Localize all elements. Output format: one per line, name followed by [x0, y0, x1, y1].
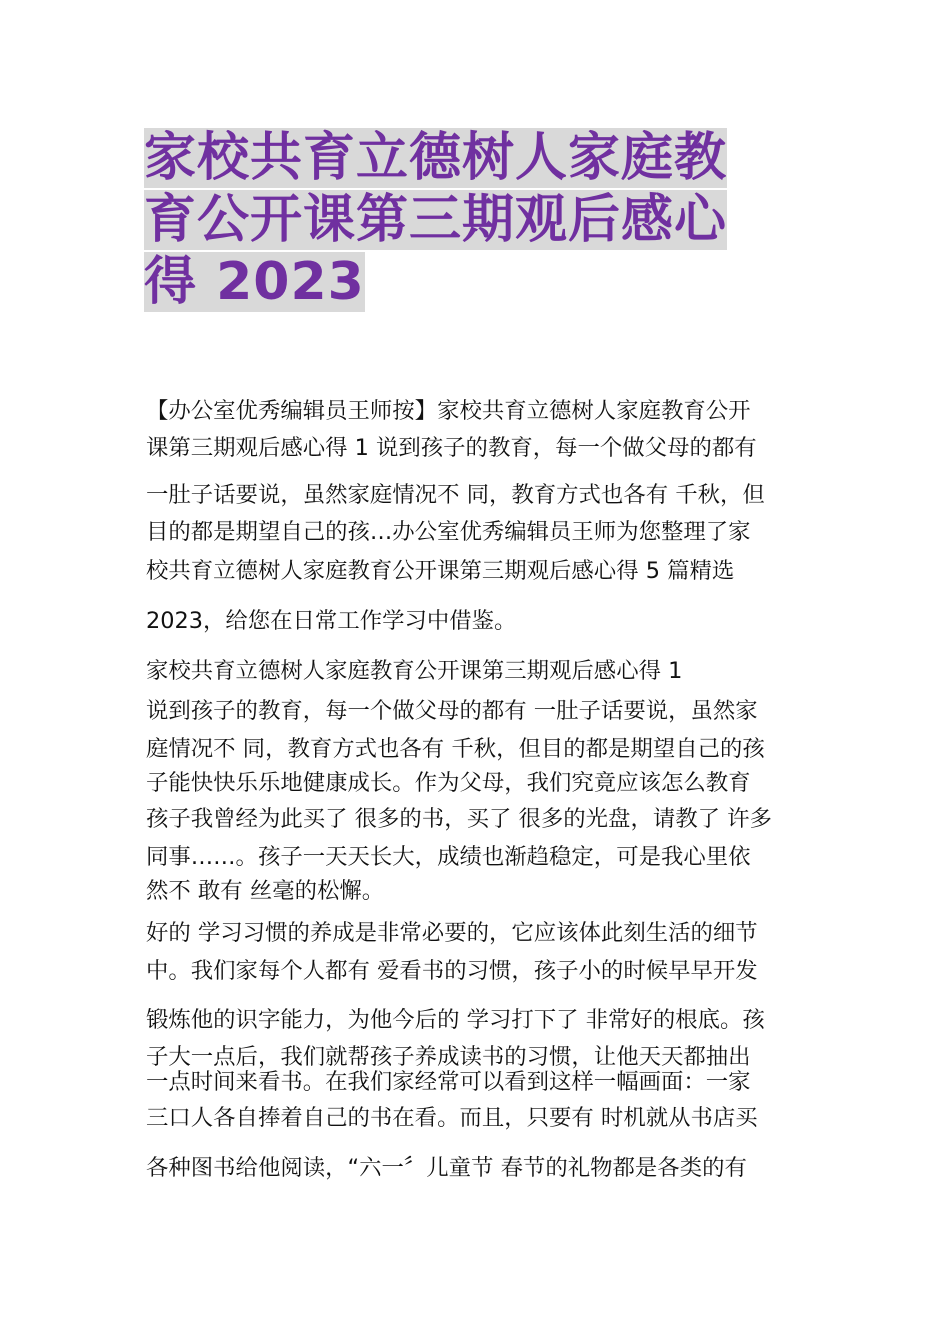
intro-line: 【办公室优秀编辑员王师按】家校共育立德树人家庭教育公开: [146, 398, 751, 424]
paragraph-line: 好的 学习习惯的养成是非常必要的，它应该体此刻生活的细节: [146, 920, 758, 946]
paragraph-line: 孩子我曾经为此买了 很多的书，买了 很多的光盘，请教了 许多: [146, 806, 772, 832]
intro-line: 2023，给您在日常工作学习中借鉴。: [146, 608, 517, 634]
paragraph-line: 中。我们家每个人都有 爱看书的习惯，孩子小的时候早早开发: [146, 958, 758, 984]
paragraph-line: 子能快快乐乐地健康成长。作为父母，我们究竟应该怎么教育: [146, 770, 751, 796]
paragraph-line: 锻炼他的识字能力，为他今后的 学习打下了 非常好的根底。孩: [146, 1007, 765, 1033]
paragraph-line: 三口人各自捧着自己的书在看。而且，只要有 时机就从书店买: [146, 1105, 758, 1131]
section-heading: 家校共育立德树人家庭教育公开课第三期观后感心得 1: [146, 658, 683, 684]
title-line-2: [144, 190, 809, 250]
title-line-1-text: 家校共育立德树人家庭教: [144, 128, 728, 188]
title-line-3: [144, 252, 809, 312]
paragraph-line: 同事……。孩子一天天长大，成绩也渐趋稳定，可是我心里依: [146, 844, 751, 870]
title-line-2-text: 育公开课第三期观后感心: [144, 190, 728, 250]
paragraph-line: 然不 敢有 丝毫的松懈。: [146, 878, 385, 904]
title-line-1: [144, 128, 809, 188]
paragraph-line: 说到孩子的教育，每一个做父母的都有 一肚子话要说，虽然家: [146, 698, 758, 724]
intro-line: 目的都是期望自己的孩…办公室优秀编辑员王师为您整理了家: [146, 519, 751, 545]
paragraph-line: 一点时间来看书。在我们家经常可以看到这样一幅画面：一家: [146, 1069, 751, 1095]
intro-line: 一肚子话要说，虽然家庭情况不 同，教育方式也各有 千秋，但: [146, 482, 765, 508]
paragraph-line: 庭情况不 同，教育方式也各有 千秋，但目的都是期望自己的孩: [146, 736, 765, 762]
paragraph-line: 子大一点后，我们就帮孩子养成读书的习惯，让他天天都抽出: [146, 1044, 751, 1070]
document-title: [144, 128, 809, 314]
paragraph-line: 各种图书给他阅读，“六一〞儿童节 春节的礼物都是各类的有: [146, 1155, 747, 1181]
intro-line: 课第三期观后感心得 1 说到孩子的教育，每一个做父母的都有: [146, 435, 757, 461]
title-line-3-text: 得 2023: [144, 252, 365, 312]
intro-line: 校共育立德树人家庭教育公开课第三期观后感心得 5 篇精选: [146, 558, 735, 584]
